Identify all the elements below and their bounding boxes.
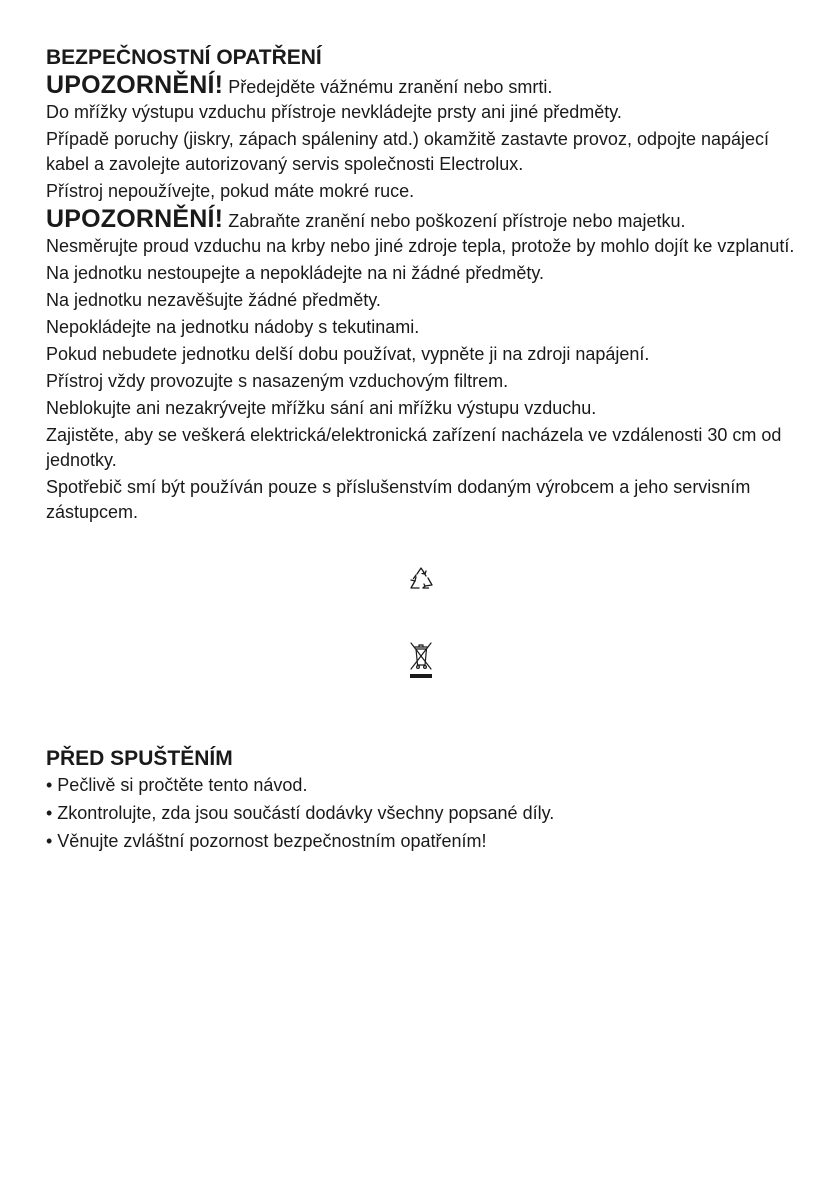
before-start-title: PŘED SPUŠTĚNÍM [46,747,233,770]
safety-paragraph: Přístroj nepoužívejte, pokud máte mokré ruce. [46,181,415,201]
safety-paragraph: Na jednotku nezavěšujte žádné předměty. [46,290,381,310]
safety-paragraph: Zajistěte, aby se veškerá elektrická/elektronická zařízení nacházela ve vzdálenosti 30 cm od jednotky. [46,425,782,470]
warning-1-text: Předejděte vážnému zranění nebo smrti. [228,77,553,97]
warning-1 [46,72,796,100]
safety-paragraph: Nesměrujte proud vzduchu na krby nebo jiné zdroje tepla, protože by mohlo dojít ke vzplanutí. [46,236,795,256]
before-start-bullet: • Zkontrolujte, zda jsou součástí dodávky všechny popsané díly. [46,803,555,823]
warning-2-text: Zabraňte zranění nebo poškození přístroje nebo majetku. [228,211,686,231]
safety-paragraph: Na jednotku nestoupejte a nepokládejte na ni žádné předměty. [46,263,545,283]
safety-paragraph: Případě poruchy (jiskry, zápach spáleniny atd.) okamžitě zastavte provoz, odpojte napájecí kabel a zavolejte autorizovaný servis společnosti Electrolux. [46,129,770,174]
before-start-bullet: • Věnujte zvláštní pozornost bezpečnostním opatřením! [46,831,487,851]
recycle-icon [46,565,796,595]
safety-paragraph: Neblokujte ani nezakrývejte mřížku sání ani mřížku výstupu vzduchu. [46,398,597,418]
safety-paragraph: Přístroj vždy provozujte s nasazeným vzduchovým filtrem. [46,371,509,391]
safety-title: BEZPEČNOSTNÍ OPATŘENÍ [46,46,322,69]
document-page [46,44,796,857]
warning-2-label: UPOZORNĚNÍ! [46,205,224,233]
safety-paragraph: Spotřebič smí být používán pouze s příslušenstvím dodaným výrobcem a jeho servisním zástupcem. [46,477,751,522]
before-start-bullet: • Pečlivě si pročtěte tento návod. [46,775,308,795]
warning-2 [46,206,796,234]
crossed-out-wheelie-bin-icon [46,639,796,681]
safety-paragraph: Pokud nebudete jednotku delší dobu používat, vypněte ji na zdroji napájení. [46,344,650,364]
warning-1-label: UPOZORNĚNÍ! [46,71,224,99]
safety-paragraph: Nepokládejte na jednotku nádoby s tekutinami. [46,317,420,337]
safety-paragraph: Do mřížky výstupu vzduchu přístroje nevkládejte prsty ani jiné předměty. [46,102,622,122]
